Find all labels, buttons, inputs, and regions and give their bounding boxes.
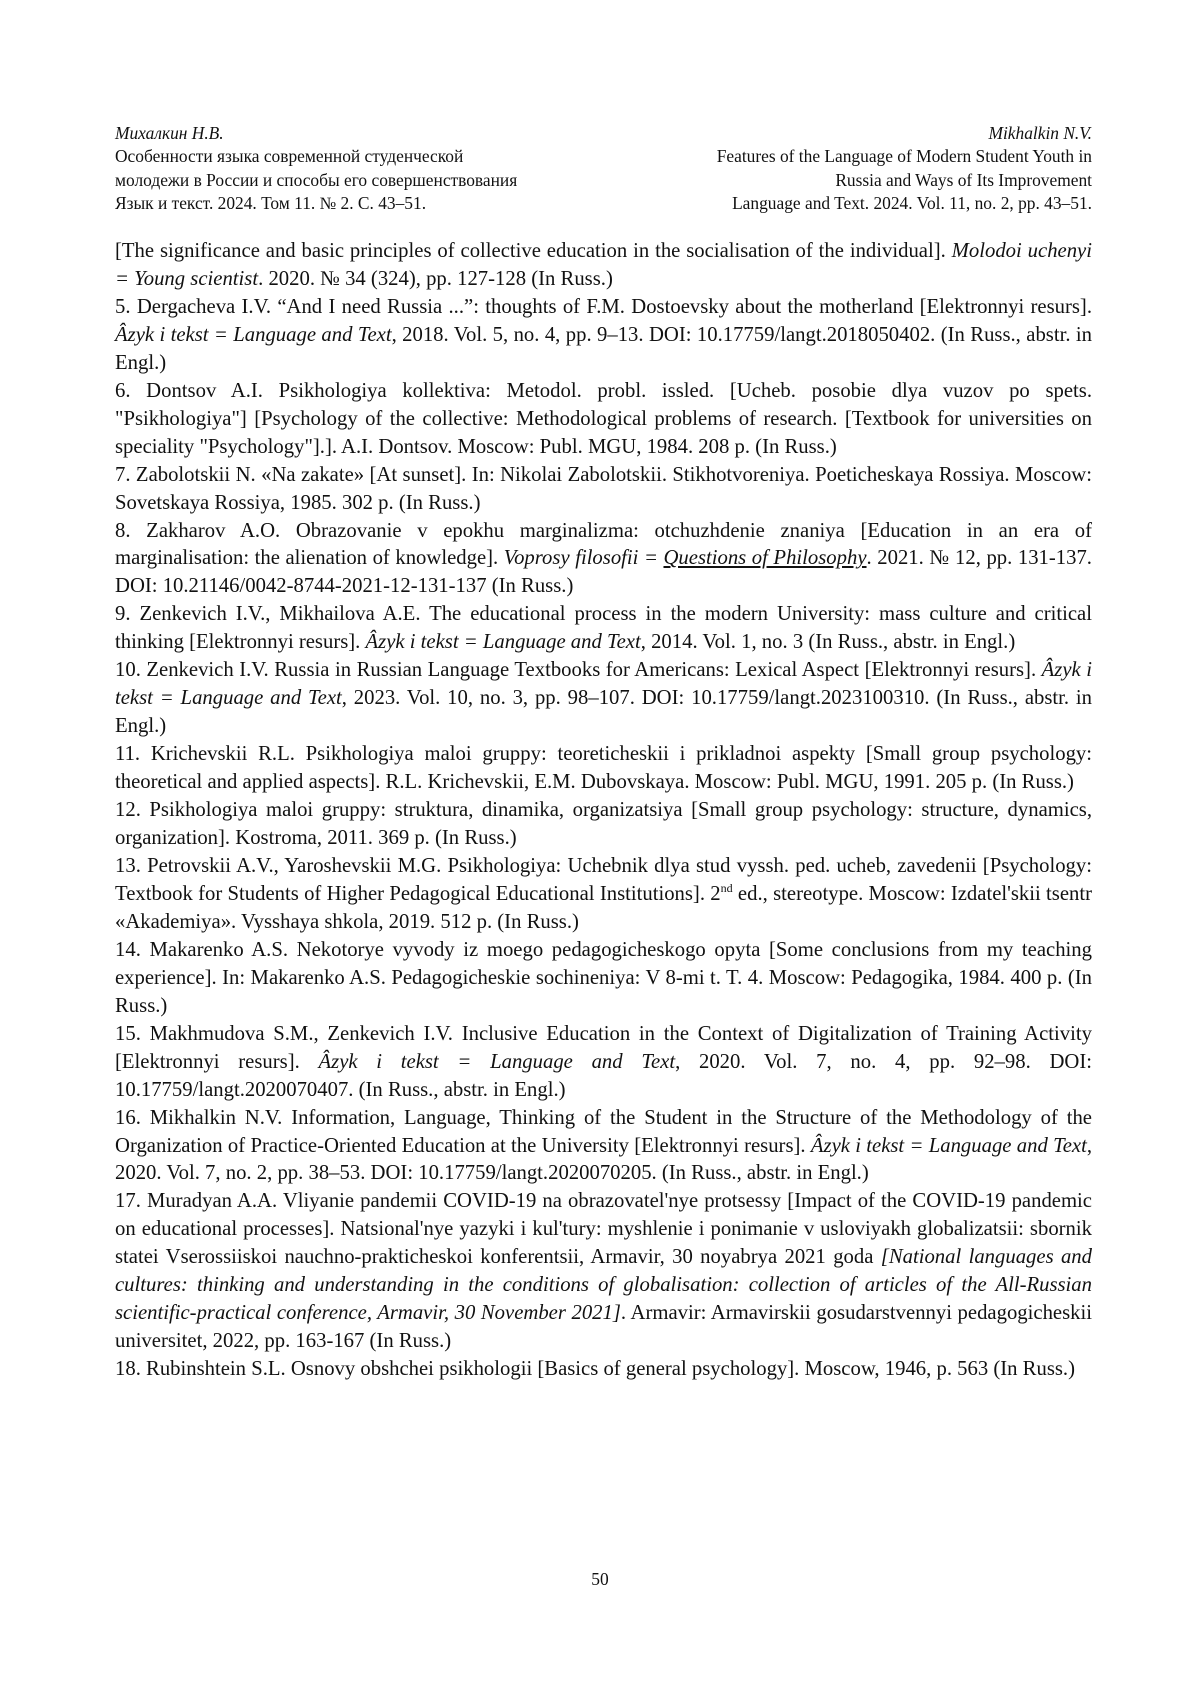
page-number: 50: [591, 1569, 609, 1589]
journal-title: Âzyk i tekst = Language and Text: [810, 1134, 1087, 1157]
reference-item-5: [115, 294, 1092, 378]
reference-item-17: [115, 1188, 1092, 1356]
reference-text: , 2020. Vol. 7, no. 2, pp. 38–53. DOI: 10.17759/langt.2020070205. (In Russ., abstr. in Engl.): [115, 1134, 1093, 1185]
reference-text: 8. Zakharov A.O. Obrazovanie v epokhu marginalizma: otchuzhdenie znaniya [Education in an era of marginalisation: the alienation of knowledge].: [115, 519, 1092, 570]
references-list: [115, 238, 1092, 1384]
reference-text: , 2014. Vol. 1, no. 3 (In Russ., abstr. in Engl.): [640, 631, 1016, 654]
reference-item-15: [115, 1021, 1092, 1105]
reference-item-6: 6. Dontsov A.I. Psikhologiya kollektiva: Metodol. probl. issled. [Ucheb. posobie dlya vuzov po spets. "Psikhologiya"] [Psychology of the collective: Methodological problems of research. [Textbook for universities on speciality "Psychology"].]. A.I. Dontsov. Moscow: Publ. MGU, 1984. 208 p. (In Russ.): [115, 379, 1092, 458]
reference-text: [The significance and basic principles of collective education in the socialisation of the individual].: [115, 240, 952, 262]
header-left-citation: Язык и текст. 2024. Том 11. № 2. С. 43–51.: [115, 193, 427, 214]
header-right-author: Mikhalkin N.V.: [988, 123, 1092, 143]
header-right-title-line2: Russia and Ways of Its Improvement: [835, 169, 1092, 190]
reference-text: , 2023. Vol. 10, no. 3, pp. 98–107. DOI: 10.17759/langt.2023100310. (In Russ., abstr. in Engl.): [115, 687, 1092, 738]
reference-text: 17. Muradyan A.A. Vliyanie pandemii COVID-19 na obrazovatel'nye protsessy [Impact of the COVID-19 pandemic on educational processes]. Natsional'nye yazyki i kul'tury: myshlenie i ponimanie v usloviyakh globalizatsii: sbornik statei Vserossiiskoi nauchno-prakticheskoi konferentsii, Armavir, 30 noyabrya 2021 goda: [115, 1190, 1092, 1269]
reference-text: 5. Dergacheva I.V. “And I need Russia ...”: thoughts of F.M. Dostoevsky about the motherland [Elektronnyi resurs].: [115, 295, 1092, 318]
reference-text: 16. Mikhalkin N.V. Information, Language, Thinking of the Student in the Structure of the Methodology of the Organization of Practice-Oriented Education at the University [Elektronnyi resurs].: [115, 1106, 1092, 1157]
reference-text: ed., stereotype. Moscow: Izdatel'skii tsentr «Akademiya». Vysshaya shkola, 2019. 512 p. (In Russ.): [115, 882, 1092, 933]
running-header: [115, 122, 1092, 214]
journal-title: Âzyk i tekst = Language and Text: [318, 1050, 676, 1073]
reference-item-8: [115, 518, 1092, 602]
journal-title: Âzyk i tekst = Language and Text: [365, 631, 641, 654]
journal-title: Âzyk i tekst = Language and Text: [115, 659, 1092, 710]
reference-item-18: 18. Rubinshtein S.L. Osnovy obshchei psikhologii [Basics of general psychology]. Moscow, 1946, p. 563 (In Russ.): [115, 1358, 1075, 1381]
journal-title-english: Questions of Philosophy: [663, 547, 867, 570]
reference-text: , 2020. Vol. 7, no. 4, pp. 92–98. DOI: 10.17759/langt.2020070407. (In Russ., abstr. in Engl.): [115, 1050, 1092, 1101]
reference-text: 10. Zenkevich I.V. Russia in Russian Language Textbooks for Americans: Lexical Aspect [Elektronnyi resurs].: [115, 659, 1042, 682]
journal-title: Âzyk i tekst = Language and Text: [115, 323, 392, 346]
reference-text: 9. Zenkevich I.V., Mikhailova A.E. The educational process in the modern University: mass culture and critical thinking [Elektronnyi resurs].: [115, 603, 1092, 654]
ordinal-superscript: nd: [720, 881, 733, 896]
reference-item-9: [115, 601, 1092, 657]
reference-text: , 2018. Vol. 5, no. 4, pp. 9–13. DOI: 10.17759/langt.2018050402. (In Russ., abstr. in Engl.): [115, 323, 1092, 374]
header-right-english: [717, 122, 1092, 216]
header-left-russian: [115, 122, 517, 216]
header-left-title-line2: молодежи в России и способы его совершенствования: [115, 169, 518, 190]
reference-item-4-continued: [115, 238, 1092, 294]
reference-item-11: 11. Krichevskii R.L. Psikhologiya maloi gruppy: teoreticheskii i prikladnoi aspekty [Small group psychology: theoretical and applied aspects]. R.L. Krichevskii, E.M. Dubovskaya. Moscow: Publ. MGU, 1991. 205 p. (In Russ.): [115, 743, 1092, 794]
reference-item-12: 12. Psikhologiya maloi gruppy: struktura, dinamika, organizatsiya [Small group psychology: structure, dynamics, organization]. Kostroma, 2011. 369 p. (In Russ.): [115, 799, 1092, 850]
reference-item-13: [115, 853, 1092, 937]
header-left-author: Михалкин Н.В.: [115, 123, 224, 143]
reference-text: 15. Makhmudova S.M., Zenkevich I.V. Inclusive Education in the Context of Digitalization of Training Activity [Elektronnyi resurs].: [115, 1022, 1092, 1073]
reference-text: 13. Petrovskii A.V., Yaroshevskii M.G. Psikhologiya: Uchebnik dlya stud vyssh. ped. ucheb, zavedenii [Psychology: Textbook for Students of Higher Pedagogical Educational Institutions]. 2: [115, 854, 1092, 905]
reference-item-10: [115, 657, 1092, 741]
reference-item-7: 7. Zabolotskii N. «Na zakate» [At sunset]. In: Nikolai Zabolotskii. Stikhotvoreniya. Poeticheskaya Rossiya. Moscow: Sovetskaya Rossiya, 1985. 302 p. (In Russ.): [115, 463, 1092, 514]
reference-text: . 2021. № 12, pp. 131-137. DOI: 10.21146/0042-8744-2021-12-131-137 (In Russ.): [115, 547, 1092, 598]
journal-title: Molodoi uchenyi = Young scientist: [115, 240, 1092, 290]
reference-text: . 2020. № 34 (324), pp. 127-128 (In Russ.): [258, 267, 613, 290]
reference-item-16: [115, 1105, 1092, 1189]
header-left-title-line1: Особенности языка современной студенческой: [115, 146, 464, 167]
collection-title: [National languages and cultures: thinking and understanding in the conditions of globalisation: collection of articles of the All-Russian scientific-practical conference, Armavir, 30 November 2021]: [115, 1246, 1092, 1325]
header-right-title-line1: Features of the Language of Modern Student Youth in: [716, 146, 1092, 167]
header-right-citation: Language and Text. 2024. Vol. 11, no. 2, pp. 43–51.: [732, 193, 1092, 214]
journal-title: Voprosy filosofii =: [503, 547, 664, 570]
reference-text: . Armavir: Armavirskii gosudarstvennyi pedagogicheskii universitet, 2022, pp. 163-167 (In Russ.): [115, 1302, 1092, 1353]
reference-item-14: 14. Makarenko A.S. Nekotorye vyvody iz moego pedagogicheskogo opyta [Some conclusions from my teaching experience]. In: Makarenko A.S. Pedagogicheskie sochineniya: V 8-mi t. T. 4. Moscow: Pedagogika, 1984. 400 p. (In Russ.): [115, 938, 1092, 1017]
